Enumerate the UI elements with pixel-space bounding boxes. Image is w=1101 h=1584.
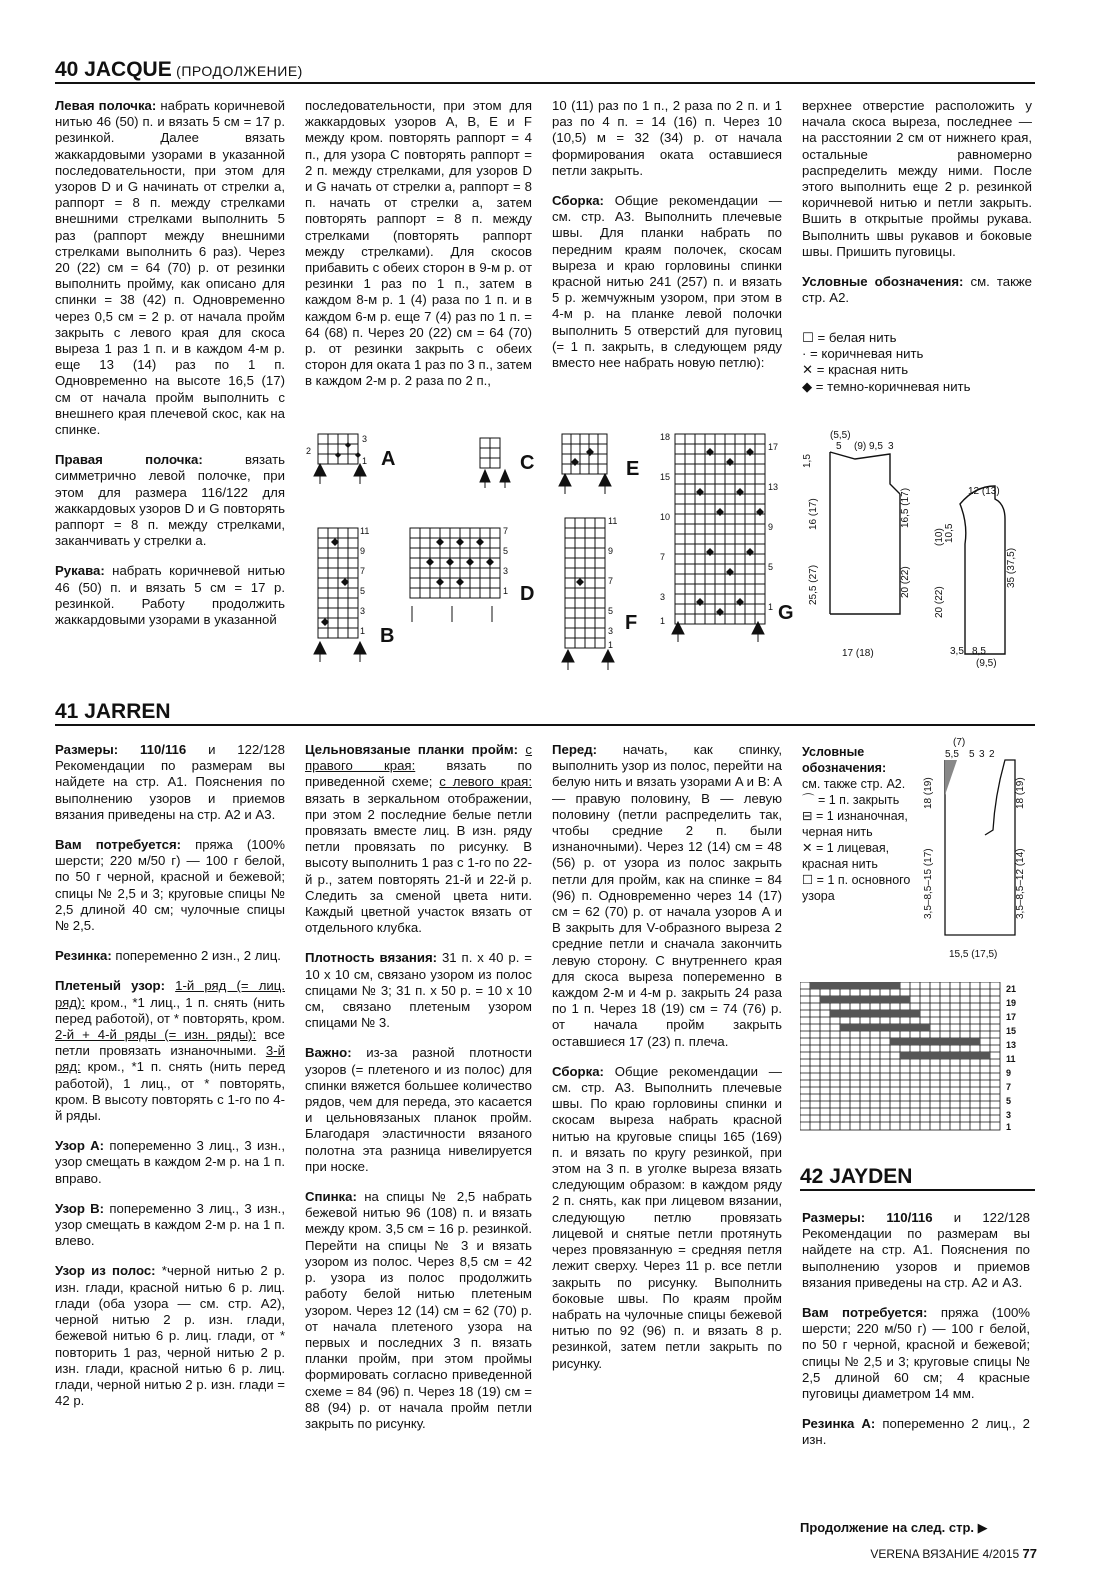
continue-note: Продолжение на след. стр. ▶ (800, 1520, 988, 1535)
legend-item: ☐ = белая нить (802, 330, 897, 345)
chart-e (562, 434, 607, 474)
svg-text:5: 5 (768, 562, 774, 572)
section-header-40 (55, 58, 1035, 84)
svg-text:(10): (10) (934, 528, 945, 546)
svg-text:20 (22): 20 (22) (934, 586, 945, 618)
svg-text:25,5 (27): 25,5 (27) (808, 564, 819, 605)
section-header-42 (800, 1165, 1035, 1191)
paragraph: Плотность вязания: 31 п. х 40 р. = 10 х 10 см, связано узором из полос спицами № 3; 31 п. х 50 р. = 10 х 10 см, связано плетеным узором спицами № 3. (305, 950, 533, 1031)
paragraph: Размеры: 110/116 и 122/128 Рекомендации по размерам вы найдете на стр. A1. Пояснения по выполнению узоров и приемов вязания приведены на стр. A2 и A3. (802, 1210, 1030, 1290)
garment-schematic-40 (800, 424, 1030, 684)
text-column (802, 1210, 1030, 1463)
paragraph: Условные обозначения: см. также стр. A2. (802, 274, 1032, 306)
text-column (55, 742, 285, 1423)
svg-text:19: 19 (1006, 998, 1017, 1008)
svg-text:5: 5 (836, 441, 842, 452)
svg-text:1: 1 (768, 602, 774, 612)
svg-text:7: 7 (660, 552, 666, 562)
paragraph: Вам потребуется: пряжа (100% шерсти; 220 м/50 г) — 100 г белой, по 50 г черной, красной и бежевой; спицы № 2,5 и 3; круговые спицы № 2,5 длиной 60 см; 4 красные пуговицы диаметром 14 мм. (802, 1305, 1030, 1402)
svg-text:11: 11 (1006, 1054, 1016, 1064)
svg-text:1,5: 1,5 (802, 454, 813, 468)
section-subtitle: (ПРОДОЛЖЕНИЕ) (176, 63, 303, 79)
paragraph: 10 (11) раз по 1 п., 2 раза по 2 п. и 1 раз по 4 п. = 14 (16) п. Через 10 (10,5) м = 32 (34) р. от начала формирования оката оставшиеся петли закрыть. (552, 98, 782, 178)
svg-text:2: 2 (989, 749, 995, 760)
magazine-name: VERENA ВЯЗАНИЕ 4/2015 (870, 1547, 1020, 1561)
svg-text:3,5–8,5–12 (14): 3,5–8,5–12 (14) (1015, 848, 1026, 919)
paragraph: Спинка: на спицы № 2,5 набрать бежевой нитью 96 (108) п. и вязать между кром. 3,5 см = 16 р. резинкой. Перейти на спицы № 3 и вязать узором из полос. Через 8,5 см = 42 р. узора из полос продолжить работу белой нитью плетеным узором. Через 12 (14) см = 62 (70) р. от начала плетеного узора на первых и последних 3 п. вязать планки пройм, при этом проймы формировать согласно приведенной схеме = 84 (96) п. Через 18 (19) см = 88 (94) р. от начала пройм петли закрыть по рисунку. (305, 1189, 532, 1431)
svg-text:18: 18 (660, 432, 671, 442)
svg-text:11: 11 (608, 516, 618, 526)
svg-text:7: 7 (1006, 1082, 1012, 1092)
svg-text:15,5 (17,5): 15,5 (17,5) (949, 949, 998, 960)
svg-text:15: 15 (1006, 1026, 1017, 1036)
svg-text:1: 1 (362, 456, 368, 466)
chart-g (675, 434, 765, 624)
legend-item: ⌒ = 1 п. закрыть (802, 793, 900, 807)
label-a: A (381, 448, 396, 470)
section-header-41 (55, 700, 1035, 726)
label-d: D (520, 583, 535, 605)
paragraph: последовательности, при этом для жаккардовых узоров A, B, E и F между кром. повторять раппорт = 4 п., для узора C повторять раппорт = 2 п. между стрелками, для узоров D и G начать от стрелки a, раппорт = 8 п. начать от стрелки a, затем повторять раппорт = 8 п. между стрелками (повторять раппорт между стрелками). Для скосов прибавить с обеих сторон в 9-м р. от резинки 1 раз по 1 п., затем в каждом 8-м р. 1 (4) раза по 1 п. и в каждом 6-м р. еще 7 (4) раз по 1 п. = 64 (68) п. Через 20 (22) см = 64 (70) р. от резинки закрыть с обеих сторон для оката 1 раз по 3 п., затем в каждом 2-м р. 2 раза по 2 п., (305, 98, 532, 389)
text-column (55, 98, 285, 642)
svg-text:3,5–8,5–15 (17): 3,5–8,5–15 (17) (923, 848, 934, 919)
paragraph: Резинка: попеременно 2 изн., 2 лиц. (55, 948, 281, 964)
legend-sub: см. также стр. A2. (802, 777, 906, 791)
svg-text:1: 1 (503, 586, 509, 596)
paragraph: Резинка А: попеременно 2 лиц., 2 изн. (802, 1416, 1031, 1448)
svg-text:5: 5 (503, 546, 509, 556)
paragraph: верхнее отверстие расположить у начала скоса выреза, последнее — на расстоянии 2 см от нижнего края, остальные равномерно распределить между ними. После этого выполнить еще 2 р. резинкой коричневой нитью и петли закрыть. Вшить в открытые проймы рукава. Выполнить швы рукавов и боковые швы. Пришить пуговицы. (802, 98, 1032, 259)
svg-text:5,5: 5,5 (945, 749, 959, 760)
chart-c (480, 438, 500, 468)
svg-text:5: 5 (608, 606, 614, 616)
legend-item: ✕ = красная нить (802, 362, 909, 378)
svg-text:(9) 9,5: (9) 9,5 (854, 441, 883, 452)
page-number: 77 (1022, 1546, 1037, 1561)
svg-text:18 (19): 18 (19) (923, 777, 934, 809)
paragraph: Узор из полос: *черной нитью 2 р. изн. глади, красной нитью 6 р. лиц. глади (оба узора — см. стр. A2), черной нитью 2 р. изн. глади, бежевой нитью 6 р. лиц. глади, от * повторить 1 раз, черной нитью 2 р. изн. глади, красной нитью 6 р. лиц. глади, черной нитью 2 р. изн. глади = 42 р. (55, 1263, 285, 1409)
svg-text:3: 3 (979, 749, 985, 760)
paragraph: Цельновязаные планки пройм: с правого края: вязать по приведенной схеме; с левого края: вязать в зеркальном отображении, при этом 2 последние белые петли провязать вместе лиц. В изн. ряду петли провязать по рисунку. В высоту выполнить 1 раз с 1-го по 22-й р., затем повторять 21-й и 22-й р. Следить за сменой цвета нити. Каждый цветной участок вязать от отдельного клубка. (305, 742, 533, 936)
chart-a (318, 434, 358, 464)
legend-title: Условные обозначения: (802, 745, 887, 775)
chart-d (410, 528, 500, 598)
paragraph: Плетеный узор: 1-й ряд (= лиц. ряд): кром., *1 лиц., 1 п. снять (нить перед работой), от * повторять, кром. 2-й + 4-й ряды (= изн. ряды): все петли провязать изнаночными. 3-й ряд: кром., *1 п. снять (нить перед работой), 1 лиц., от * повторять, кром. В высоту повторять с 1-го по 4-й ряды. (55, 978, 286, 1124)
svg-text:3: 3 (503, 566, 509, 576)
svg-text:9: 9 (1006, 1068, 1012, 1078)
svg-text:18 (19): 18 (19) (1015, 777, 1026, 809)
paragraph: Перед: начать, как спинку, выполнить узор из полос, перейти на белую нить и вязать узорами A и B: A — правую половину, B — левую половину (петли распределить так, чтобы средние 2 п. были изнаночными). Через 12 (14) см = 48 (56) р. от узора из полос закрыть петли для пройм, как на спинке = 84 (96) п. Одновременно через 14 (17) см = 62 (70) р. от начала узоров A и B закрыть для V-образного выреза 2 средние петли и сначала закончить левую сторону. С внутреннего края для скоса выреза попеременно в каждом 2-м и 4-м р. закрыть 24 раза по 1 п. Через 18 (19) см = 74 (76) р. от начала пройм закрыть оставшиеся 17 (23) п. плеча. (552, 742, 782, 1049)
svg-text:15: 15 (660, 472, 671, 482)
paragraph: Важно: из-за разной плотности узоров (= плетеного и из полос) для спинки вяжется большее количество рядов, чем для переда, это касается и цельновязаных планок пройм. Благодаря эластичности вязаного полотна эта разница нивелируется при носке. (305, 1045, 532, 1174)
legend-item: ⊟ = 1 изнаночная, черная нить (802, 809, 908, 839)
label-c: C (520, 452, 535, 474)
svg-text:(9,5): (9,5) (976, 658, 997, 669)
svg-text:3: 3 (362, 434, 368, 444)
armhole-band-chart (800, 982, 1035, 1132)
svg-text:3: 3 (888, 441, 894, 452)
label-b: B (380, 625, 395, 647)
svg-text:1: 1 (608, 640, 614, 650)
paragraph: Узор В: попеременно 3 лиц., 3 изн., узор смещать в каждом 2-м р. на 1 п. влево. (55, 1200, 285, 1249)
garment-schematic-41 (915, 735, 1035, 965)
section-title: 42 JAYDEN (800, 1165, 913, 1188)
legend-item: · = коричневая нить (802, 346, 924, 362)
svg-text:9: 9 (768, 522, 774, 532)
chart-f (565, 518, 605, 648)
paragraph: Сборка: Общие рекомендации — см. стр. A3. Выполнить плечевые швы. Для планки набрать по передним краям полочек, скосам выреза и краю горловины спинки красной нитью 241 (257) п. и вязать 5 р. жемчужным узором, при этом в 4-м р. на планке левой полочки выполнить 5 отверстий для пуговиц (= 1 п. закрыть, в следующем ряду вместо нее набрать новую петлю): (552, 193, 782, 371)
svg-text:20 (22): 20 (22) (900, 566, 911, 598)
svg-text:3: 3 (660, 592, 666, 602)
text-column (552, 742, 782, 1386)
legend-item: ◆ = темно-коричневая нить (802, 378, 971, 394)
svg-text:1: 1 (360, 626, 366, 636)
svg-text:(5,5): (5,5) (830, 430, 851, 441)
text-column (552, 98, 782, 385)
svg-text:3: 3 (1006, 1110, 1012, 1120)
legend (802, 330, 1032, 395)
svg-text:2: 2 (306, 446, 312, 456)
svg-text:5: 5 (360, 586, 366, 596)
svg-text:7: 7 (360, 566, 366, 576)
svg-text:9: 9 (360, 546, 366, 556)
paragraph: Левая полочка: набрать коричневой нитью 46 (50) п. и вязать 5 см = 17 р. резинкой. Далее вязать жаккардовыми узорами в указанной последовательности, при этом для узоров D и G начинать от стрелки a, раппорт = 8 п. между стрелками внешними стрелками выполнить 5 раз (раппорт между внешними стрелками выполнить 6 раз). Через 20 (22) см = 64 (70) р. от резинки выполнить пройму, как описано для спинки = 38 (42) п. Одновременно через 0,5 см = 2 р. от начала пройм закрыть с левого края для скоса выреза 1 раз 1 п. и в каждом 4-м р. еще 13 (14) раз по 1 п. Одновременно на высоте 16,5 (17) см от начала пройм выполнить с внешнего края плечевой скос, как на спинке. (55, 98, 285, 438)
svg-text:11: 11 (360, 526, 370, 536)
svg-text:1: 1 (1006, 1122, 1012, 1132)
svg-text:1: 1 (660, 616, 666, 626)
svg-text:16,5 (17): 16,5 (17) (900, 487, 911, 528)
text-column (305, 98, 532, 404)
label-f: F (625, 612, 638, 634)
svg-text:17: 17 (1006, 1012, 1017, 1022)
svg-text:17 (18): 17 (18) (842, 648, 874, 659)
section-title: 41 JARREN (55, 700, 171, 723)
svg-text:3: 3 (608, 626, 614, 636)
svg-text:(7): (7) (953, 737, 966, 748)
svg-text:21: 21 (1006, 984, 1017, 994)
svg-text:7: 7 (503, 526, 509, 536)
paragraph: Правая полочка: вязать симметрично левой полочке, при этом для размера 116/122 для жаккардовых узоров D и G повторять раппорт = 8 п. между стрелками, заканчивать у стрелки a. (55, 452, 285, 549)
text-column (802, 98, 1032, 320)
svg-text:13: 13 (768, 482, 779, 492)
svg-text:3,5: 3,5 (950, 646, 964, 657)
section-title: 40 JACQUE (55, 58, 172, 81)
svg-text:5: 5 (969, 749, 975, 760)
svg-text:5: 5 (1006, 1096, 1012, 1106)
label-e: E (626, 458, 640, 480)
paragraph: Вам потребуется: пряжа (100% шерсти; 220 м/50 г) — 100 г белой, по 50 г черной, красной и бежевой; спицы № 2,5 и 3; круговые спицы № 2,5 длиной 40 см; чулочные спицы № 2,5. (55, 837, 286, 934)
svg-text:8,5: 8,5 (972, 646, 986, 657)
page-footer (870, 1546, 1037, 1561)
svg-text:10,5: 10,5 (944, 523, 955, 543)
svg-text:3: 3 (360, 606, 366, 616)
paragraph: Рукава: набрать коричневой нитью 46 (50) п. и вязать 5 см = 17 р. резинкой. Работу продолжить жаккардовыми узорами в указанной (55, 563, 285, 628)
svg-text:16 (17): 16 (17) (808, 498, 819, 530)
paragraph: Размеры: 110/116 и 122/128 Рекомендации по размерам вы найдете на стр. A1. Пояснения по выполнению узоров и приемов вязания приведены на стр. A2 и A3. (55, 742, 285, 822)
svg-text:35 (37,5): 35 (37,5) (1006, 547, 1017, 588)
svg-text:12 (13): 12 (13) (968, 486, 1000, 497)
svg-text:13: 13 (1006, 1040, 1017, 1050)
label-g: G (778, 602, 794, 624)
text-column (305, 742, 532, 1446)
paragraph: Узор А: попеременно 3 лиц., 3 изн., узор смещать в каждом 2-м р. на 1 п. вправо. (55, 1138, 285, 1186)
svg-text:9: 9 (608, 546, 614, 556)
svg-text:10: 10 (660, 512, 671, 522)
legend-item: ☐ = 1 п. основного узора (802, 873, 911, 903)
svg-text:17: 17 (768, 442, 779, 452)
legend (802, 744, 914, 904)
legend-item: ✕ = 1 лицевая, красная нить (802, 841, 890, 871)
paragraph: Сборка: Общие рекомендации — см. стр. A3. Выполнить плечевые швы. По краю горловины спинки и скосам выреза набрать красной нитью на круговые спицы 165 (169) п. и вязать по кругу резинкой, при этом на 3 п. в уголке выреза вязать следующим образом: в каждом ряду 2 п. снять, как при лицевом вязании, следующую петлю провязать лицевой и снятые петли протянуть через провязанную = средняя петля лежит сверху. Через 11 р. все петли закрыть по рисунку. Выполнить боковые швы. По краям пройм набрать на чулочные спицы бежевой нитью по 92 (96) п. и вязать 8 р. резинкой, затем петли закрыть по рисунку. (552, 1063, 782, 1371)
svg-text:7: 7 (608, 576, 614, 586)
